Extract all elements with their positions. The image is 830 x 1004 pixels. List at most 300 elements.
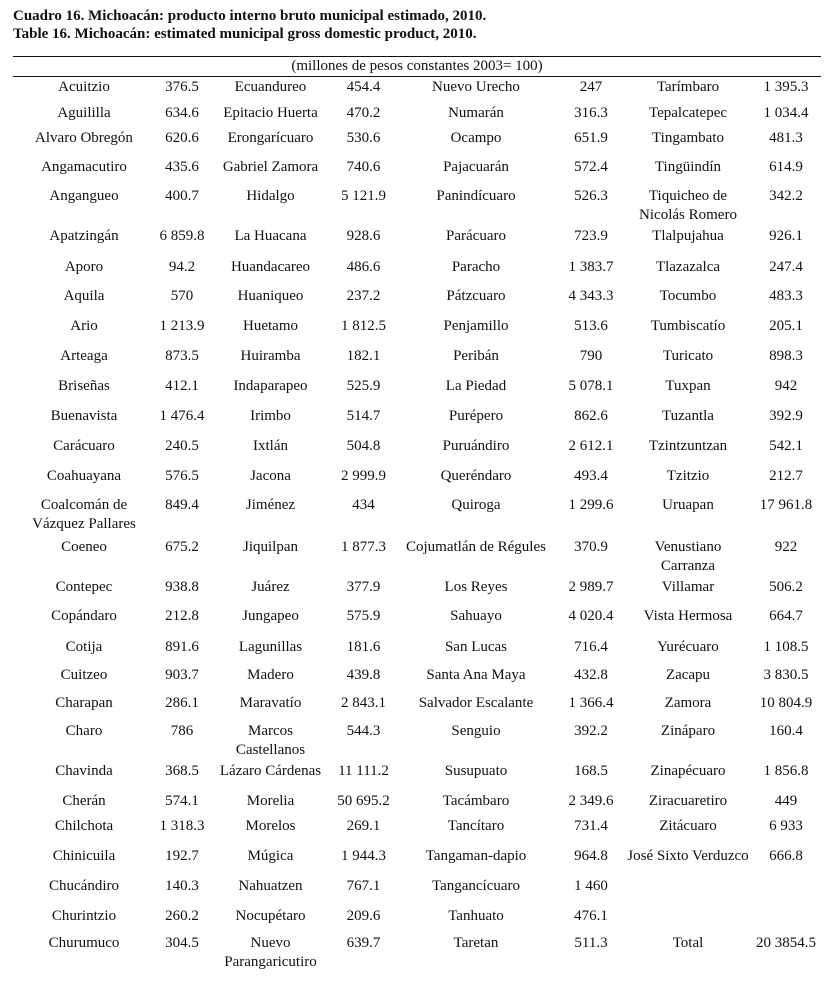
top-rule (13, 56, 821, 57)
municipality-name: Chinicuila (52, 848, 116, 864)
municipality-name: Tancítaro (447, 818, 505, 834)
municipality-name: Taretan (453, 935, 499, 951)
gdp-value-cell: 767.1 (346, 878, 381, 894)
table-row (13, 258, 821, 287)
municipality-cell (625, 694, 751, 722)
municipality-name: Indaparapeo (233, 378, 308, 394)
municipality-name: Senguio (451, 723, 501, 739)
gdp-value-cell: 412.1 (165, 378, 199, 394)
gdp-value-cell: 10 804.9 (759, 695, 813, 711)
municipality-name: Villamar (661, 579, 715, 595)
municipality-cell (395, 158, 557, 187)
municipality-name: Cotija (65, 639, 103, 655)
municipality-cell (209, 722, 332, 762)
gdp-value-cell: 94.2 (168, 259, 196, 275)
municipality-cell (395, 792, 557, 817)
gdp-value-cell: 2 989.7 (568, 579, 614, 595)
municipality-name: Cuitzeo (60, 667, 108, 683)
table-row (13, 666, 821, 694)
gdp-value-cell: 1 877.3 (341, 539, 386, 555)
gdp-value-cell: 260.2 (165, 908, 199, 924)
municipality-cell (625, 287, 751, 317)
municipality-cell (13, 907, 155, 934)
municipality-name: Coahuayana (46, 468, 122, 484)
gdp-value-cell: 575.9 (346, 608, 381, 624)
gdp-value-cell: 526.3 (574, 188, 608, 204)
gdp-value-cell: 6 933 (769, 818, 803, 834)
municipality-cell (209, 847, 332, 877)
municipality-name: Aguililla (57, 105, 111, 121)
municipality-cell (13, 877, 155, 907)
table-row (13, 437, 821, 467)
municipality-name: Erongarícuaro (227, 130, 314, 146)
municipality-name: Santa Ana Maya (426, 667, 526, 683)
municipality-name: Hidalgo (246, 188, 295, 204)
municipality-cell (13, 638, 155, 666)
municipality-cell (209, 104, 332, 129)
municipality-cell (625, 377, 751, 407)
gdp-value-cell: 2 843.1 (341, 695, 386, 711)
municipality-cell (13, 847, 155, 877)
gdp-value-cell: 212.7 (769, 468, 803, 484)
gdp-value-cell: 449 (774, 793, 798, 809)
municipality-cell (13, 817, 155, 847)
municipality-cell (395, 317, 557, 347)
gdp-value-cell: 1 944.3 (341, 848, 386, 864)
gdp-value-cell: 181.6 (346, 639, 381, 655)
municipality-cell (209, 792, 332, 817)
municipality-name: José Sixto Verduzco (627, 848, 749, 864)
municipality-cell (209, 934, 332, 974)
municipality-cell (13, 496, 155, 538)
table-row (13, 78, 821, 104)
municipality-name: Marcos (248, 723, 293, 739)
municipality-name: Jiquilpan (243, 539, 298, 555)
municipality-cell (209, 638, 332, 666)
municipality-name: Tingüindín (654, 159, 722, 175)
municipality-name: Aquila (63, 288, 105, 304)
municipality-cell (13, 258, 155, 287)
municipality-cell (209, 407, 332, 437)
gdp-value-cell: 342.2 (769, 188, 803, 204)
table-row (13, 104, 821, 129)
municipality-name: Vázquez Pallares (32, 516, 136, 532)
municipality-name: Huandacareo (230, 259, 311, 275)
municipality-name: Tacámbaro (442, 793, 510, 809)
municipality-cell (13, 694, 155, 722)
municipality-cell (209, 129, 332, 158)
municipality-cell (209, 187, 332, 227)
municipality-name: Briseñas (58, 378, 110, 394)
table-row (13, 187, 821, 227)
municipality-name: Tlazazalca (655, 259, 721, 275)
municipality-name: Lázaro Cárdenas (219, 763, 322, 779)
gdp-value-cell: 513.6 (574, 318, 608, 334)
gdp-value-cell: 493.4 (574, 468, 608, 484)
gdp-value-cell: 486.6 (346, 259, 381, 275)
gdp-value-cell: 1 299.6 (568, 497, 614, 513)
table-row (13, 607, 821, 638)
gdp-value-cell: 368.5 (165, 763, 199, 779)
municipality-cell (395, 877, 557, 907)
municipality-cell (395, 347, 557, 377)
gdp-value-cell: 511.3 (574, 935, 608, 951)
table-row (13, 496, 821, 538)
municipality-name: Madero (247, 667, 294, 683)
gdp-value-cell: 506.2 (769, 579, 803, 595)
municipality-name: Zináparo (660, 723, 716, 739)
gdp-value-cell (751, 877, 821, 907)
municipality-cell (209, 158, 332, 187)
municipality-cell (395, 258, 557, 287)
municipality-cell (209, 78, 332, 104)
municipality-name: Turicato (662, 348, 714, 364)
municipality-cell (395, 467, 557, 496)
municipality-name: Jungapeo (242, 608, 299, 624)
municipality-name: Buenavista (50, 408, 118, 424)
gdp-value-cell: 192.7 (165, 848, 199, 864)
municipality-cell (209, 227, 332, 258)
table-row (13, 907, 821, 934)
municipality-cell (395, 578, 557, 607)
table-row (13, 317, 821, 347)
municipality-name: Salvador Escalante (418, 695, 534, 711)
municipality-cell (625, 227, 751, 258)
municipality-cell (13, 437, 155, 467)
caption-rule (13, 76, 821, 77)
gdp-value-cell: 435.6 (165, 159, 199, 175)
municipality-name: Queréndaro (440, 468, 512, 484)
municipality-name: Tzitzio (666, 468, 710, 484)
gdp-value-cell: 1 395.3 (763, 79, 809, 95)
municipality-cell (625, 187, 751, 227)
gdp-value-cell: 570 (170, 288, 194, 304)
municipality-cell (625, 317, 751, 347)
municipality-cell (395, 129, 557, 158)
gdp-value-cell: 614.9 (769, 159, 803, 175)
gdp-value-cell: 454.4 (346, 79, 381, 95)
municipality-name: Zacapu (665, 667, 711, 683)
gdp-value-cell: 434 (352, 497, 375, 513)
municipality-name: Huaniqueo (237, 288, 304, 304)
gdp-value-cell: 4 020.4 (568, 608, 614, 624)
gdp-value-cell: 675.2 (165, 539, 199, 555)
municipality-name: Yurécuaro (657, 639, 719, 655)
municipality-cell (395, 407, 557, 437)
gdp-value-cell: 1 812.5 (341, 318, 386, 334)
municipality-cell (395, 907, 557, 934)
gdp-value-cell: 370.9 (574, 539, 608, 555)
municipality-name: Coeneo (61, 539, 107, 555)
municipality-cell (625, 538, 751, 578)
municipality-cell (209, 817, 332, 847)
gdp-value-cell: 2 999.9 (341, 468, 386, 484)
municipality-cell (209, 694, 332, 722)
gdp-value-cell: 2 349.6 (568, 793, 614, 809)
municipality-name: Maravatío (239, 695, 302, 711)
municipality-cell (625, 666, 751, 694)
municipality-name: Tarímbaro (656, 79, 720, 95)
gdp-value-cell: 576.5 (165, 468, 199, 484)
municipality-name: Nocupétaro (235, 908, 306, 924)
municipality-cell (209, 578, 332, 607)
municipality-cell (13, 227, 155, 258)
municipality-cell (625, 467, 751, 496)
municipality-name: Paracho (451, 259, 501, 275)
municipality-cell (625, 792, 751, 817)
municipality-cell (625, 347, 751, 377)
gdp-value-cell: 269.1 (346, 818, 381, 834)
table-row (13, 347, 821, 377)
municipality-name: Zitácuaro (659, 818, 717, 834)
gdp-value-cell: 392.9 (769, 408, 803, 424)
table-row (13, 847, 821, 877)
table-row (13, 817, 821, 847)
municipality-name: San Lucas (444, 639, 508, 655)
municipality-name: Lagunillas (238, 639, 303, 655)
municipality-cell (209, 467, 332, 496)
municipality-cell (395, 287, 557, 317)
municipality-name: Vista Hermosa (643, 608, 733, 624)
gdp-value-cell: 392.2 (574, 723, 608, 739)
table-row (13, 694, 821, 722)
municipality-name: Tzintzuntzan (648, 438, 728, 454)
gdp-value-cell: 6 859.8 (159, 228, 205, 244)
gdp-value-cell: 50 695.2 (337, 793, 390, 809)
gdp-value-cell: 212.8 (165, 608, 199, 624)
municipality-name: Charo (65, 723, 103, 739)
municipality-cell (209, 258, 332, 287)
gdp-value-cell: 237.2 (346, 288, 381, 304)
municipality-name: Churintzio (51, 908, 117, 924)
gdp-value-cell: 928.6 (346, 228, 381, 244)
municipality-cell (625, 607, 751, 638)
gdp-value-cell: 1 856.8 (763, 763, 809, 779)
gdp-value-cell: 1 034.4 (763, 105, 809, 121)
gdp-value-cell: 2 612.1 (568, 438, 614, 454)
gdp-value-cell: 168.5 (574, 763, 608, 779)
gdp-value-cell: 542.1 (769, 438, 803, 454)
gdp-value-cell: 530.6 (346, 130, 381, 146)
municipality-name: Tanhuato (448, 908, 504, 924)
gdp-value-cell: 1 108.5 (763, 639, 809, 655)
municipality-name: Angangueo (49, 188, 119, 204)
gdp-value-cell: 1 460 (574, 878, 608, 894)
municipality-name: Tiquicheo de (648, 188, 728, 204)
municipality-name: Panindícuaro (436, 188, 516, 204)
municipality-cell (625, 817, 751, 847)
gdp-value-cell: 3 830.5 (763, 667, 809, 683)
municipality-cell (13, 347, 155, 377)
table-row (13, 129, 821, 158)
gdp-value-cell: 182.1 (346, 348, 381, 364)
gdp-value-cell: 400.7 (165, 188, 199, 204)
municipality-name: Nuevo Urecho (432, 79, 520, 95)
municipality-cell (13, 934, 155, 974)
municipality-name: Juárez (251, 579, 290, 595)
table-row (13, 762, 821, 792)
gdp-value-cell: 247.4 (769, 259, 803, 275)
gdp-value-cell: 572.4 (574, 159, 608, 175)
gdp-value-cell: 20 3854.5 (756, 935, 816, 951)
municipality-cell (625, 437, 751, 467)
gdp-value-cell: 1 318.3 (159, 818, 205, 834)
gdp-value-cell: 439.8 (346, 667, 381, 683)
municipality-cell (209, 607, 332, 638)
municipality-name: Jacona (250, 468, 291, 484)
municipality-name: Numarán (448, 105, 504, 121)
municipality-name: Castellanos (235, 742, 306, 758)
gdp-value-cell: 286.1 (165, 695, 199, 711)
municipality-cell (395, 847, 557, 877)
municipality-name: Tocumbo (659, 288, 717, 304)
municipality-name: Chucándiro (49, 878, 119, 894)
municipality-name: Morelos (245, 818, 296, 834)
table-row (13, 792, 821, 817)
gdp-value-cell: 17 961.8 (759, 497, 813, 513)
gdp-value-cell: 634.6 (165, 105, 199, 121)
municipality-name: Alvaro Obregón (35, 130, 133, 146)
municipality-name: Jiménez (245, 497, 296, 513)
gdp-value-cell: 376.5 (165, 79, 199, 95)
municipality-cell (209, 666, 332, 694)
gdp-value-cell: 651.9 (574, 130, 608, 146)
municipality-cell (13, 158, 155, 187)
municipality-name: Ocampo (450, 130, 502, 146)
municipality-cell (395, 934, 557, 974)
municipality-name: Nicolás Romero (639, 207, 737, 223)
gdp-value-cell: 1 383.7 (568, 259, 614, 275)
gdp-value-cell: 873.5 (165, 348, 199, 364)
gdp-value-cell: 504.8 (346, 438, 381, 454)
gdp-value-cell: 926.1 (769, 228, 803, 244)
municipality-cell (395, 104, 557, 129)
municipality-cell (625, 877, 751, 907)
gdp-value-cell: 377.9 (346, 579, 381, 595)
gdp-value-cell: 11 111.2 (338, 763, 389, 779)
municipality-name: Irimbo (250, 408, 291, 424)
gdp-value-cell: 514.7 (346, 408, 381, 424)
gdp-value-cell: 938.8 (165, 579, 199, 595)
gdp-value-cell: 740.6 (346, 159, 381, 175)
table-row (13, 467, 821, 496)
municipality-cell (625, 78, 751, 104)
municipality-name: Peribán (453, 348, 499, 364)
table-row (13, 287, 821, 317)
municipality-name: Epitacio Huerta (223, 105, 318, 121)
municipality-cell (625, 638, 751, 666)
municipality-name: Total (672, 935, 704, 951)
municipality-name: Puruándiro (442, 438, 510, 454)
table-row (13, 377, 821, 407)
municipality-cell (625, 907, 751, 934)
municipality-cell (13, 407, 155, 437)
municipality-name: Parácuaro (446, 228, 506, 244)
gdp-value-cell: 1 366.4 (568, 695, 614, 711)
municipality-name: Chilchota (54, 818, 114, 834)
municipality-cell (13, 129, 155, 158)
municipality-cell (395, 694, 557, 722)
municipality-name: Cojumatlán de Régules (406, 539, 546, 555)
gdp-value-cell: 240.5 (165, 438, 199, 454)
municipality-name: Huetamo (243, 318, 298, 334)
gdp-value-cell: 664.7 (769, 608, 803, 624)
municipality-name: Sahuayo (450, 608, 502, 624)
gdp-value-cell: 574.1 (165, 793, 199, 809)
gdp-value-cell: 639.7 (346, 935, 381, 951)
gdp-value-cell: 525.9 (346, 378, 381, 394)
gdp-value-cell: 903.7 (165, 667, 199, 683)
municipality-cell (395, 638, 557, 666)
municipality-cell (209, 437, 332, 467)
municipality-name: Susupuato (444, 763, 508, 779)
table-row (13, 227, 821, 258)
municipality-cell (625, 158, 751, 187)
municipality-cell (625, 934, 751, 974)
gdp-value-cell: 891.6 (165, 639, 199, 655)
municipality-name: Chavinda (55, 763, 113, 779)
municipality-name: Nahuatzen (238, 878, 303, 894)
gdp-value-cell: 964.8 (574, 848, 608, 864)
municipality-name: Ziracuaretiro (648, 793, 728, 809)
municipality-name: Cherán (62, 793, 106, 809)
municipality-name: Charapan (55, 695, 113, 711)
gdp-value-cell: 209.6 (346, 908, 381, 924)
municipality-cell (625, 762, 751, 792)
municipality-cell (625, 496, 751, 538)
municipality-name: Parangaricutiro (224, 954, 317, 970)
gdp-value-cell: 470.2 (346, 105, 381, 121)
municipality-cell (13, 104, 155, 129)
table-row (13, 578, 821, 607)
municipality-name: Pajacuarán (443, 159, 509, 175)
municipality-cell (13, 467, 155, 496)
gdp-value-cell: 922 (774, 539, 798, 555)
municipality-cell (13, 78, 155, 104)
municipality-name: Acuitzio (58, 79, 110, 95)
table-row (13, 538, 821, 578)
municipality-cell (209, 496, 332, 538)
municipality-name: Uruapan (662, 497, 714, 513)
municipality-name: Carranza (660, 558, 716, 574)
municipality-cell (625, 847, 751, 877)
municipality-cell (13, 538, 155, 578)
gdp-value-cell (751, 907, 821, 934)
table-row (13, 934, 821, 974)
gdp-value-cell: 898.3 (769, 348, 803, 364)
municipality-name: Ecuandureo (234, 79, 307, 95)
municipality-name: Carácuaro (53, 438, 115, 454)
municipality-cell (395, 187, 557, 227)
municipality-cell (209, 538, 332, 578)
units-caption: (millones de pesos constantes 2003= 100) (291, 58, 543, 74)
municipality-name: Tangaman-dapio (425, 848, 527, 864)
gdp-value-cell: 790 (579, 348, 603, 364)
gdp-value-cell: 304.5 (165, 935, 199, 951)
gdp-table (13, 78, 821, 974)
municipality-cell (395, 437, 557, 467)
municipality-name: Tangancícuaro (431, 878, 521, 894)
municipality-cell (209, 377, 332, 407)
municipality-cell (625, 104, 751, 129)
table-row (13, 407, 821, 437)
gdp-value-cell: 4 343.3 (568, 288, 614, 304)
municipality-name: Gabriel Zamora (222, 159, 319, 175)
municipality-cell (625, 722, 751, 762)
municipality-cell (395, 722, 557, 762)
municipality-cell (13, 762, 155, 792)
municipality-cell (13, 287, 155, 317)
